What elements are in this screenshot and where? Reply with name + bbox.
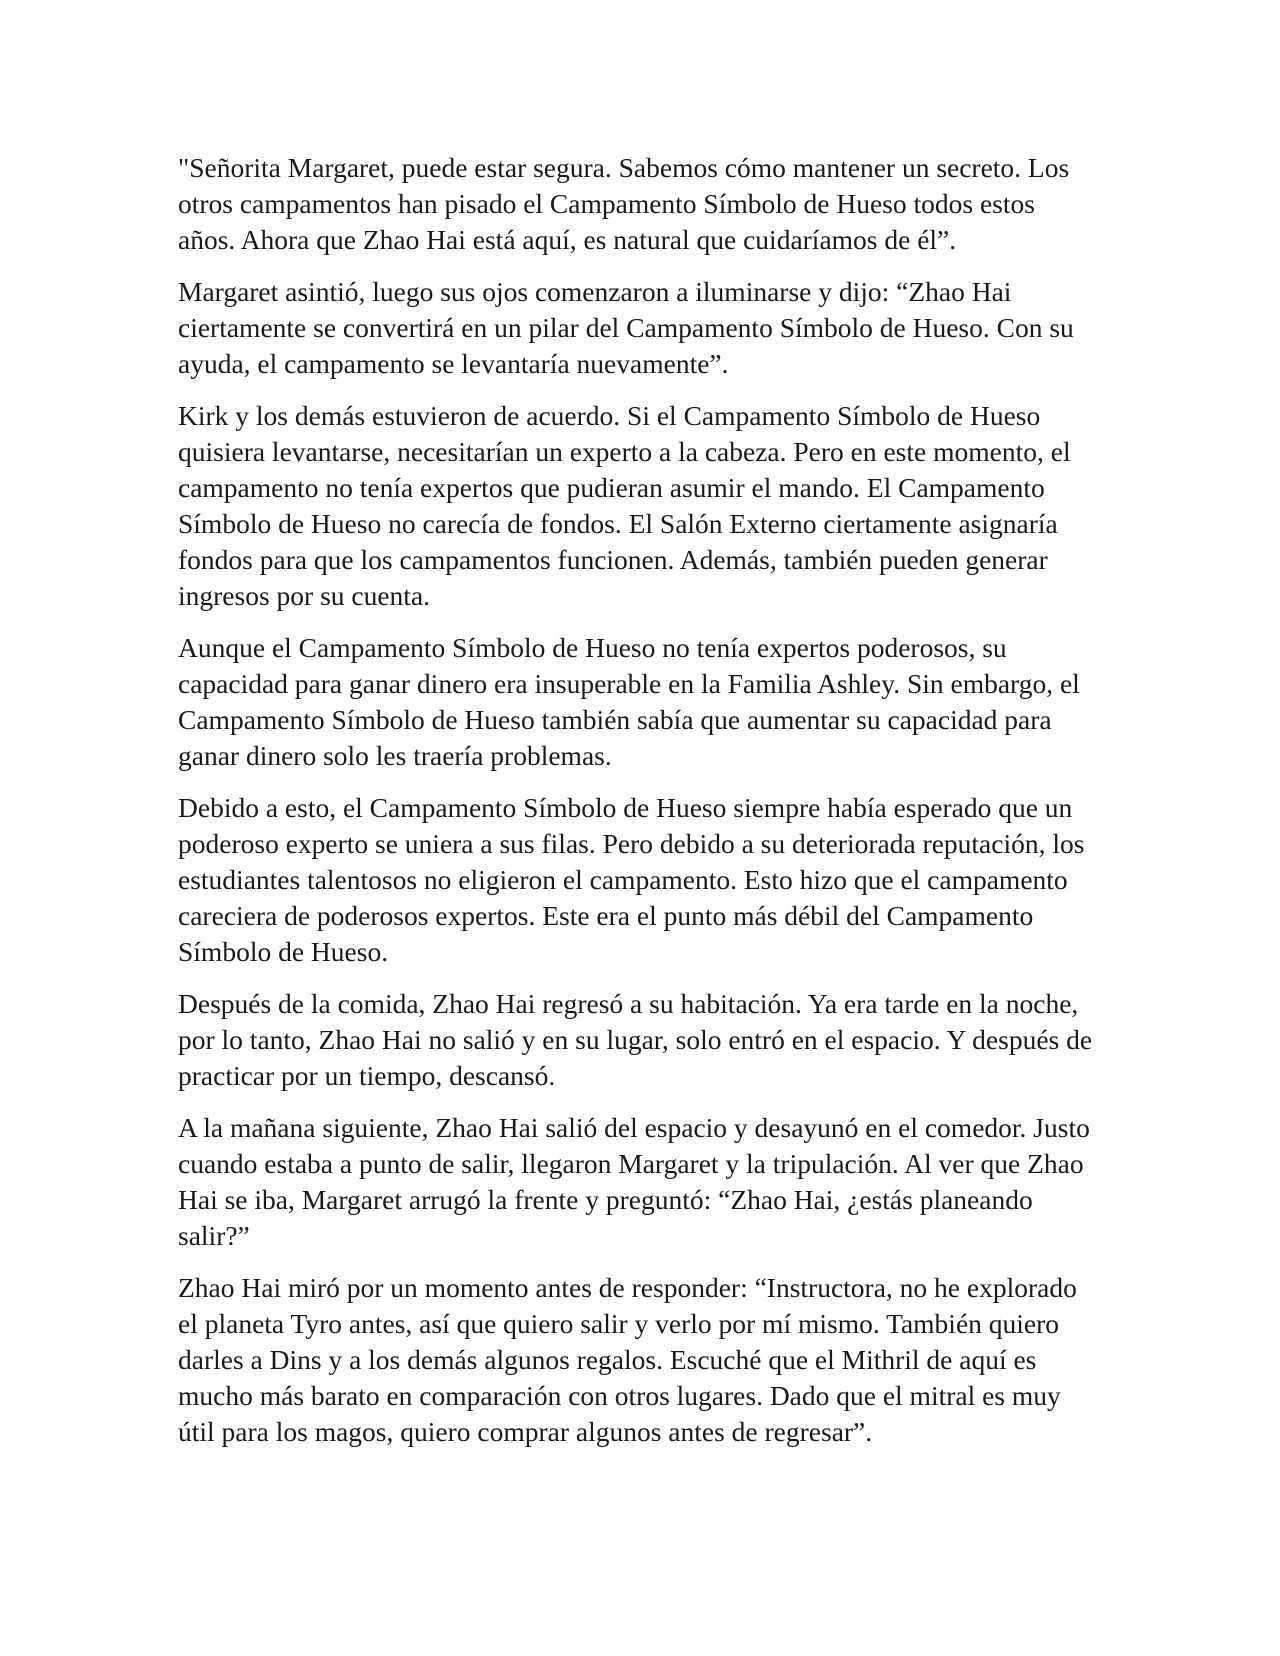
paragraph-7: A la mañana siguiente, Zhao Hai salió del espacio y desayunó en el comedor. Justo cuando estaba a punto de salir, llegaron Margaret y la tripulación. Al ver que Zhao Hai se iba, Margaret arrugó la frente y preguntó: “Zhao Hai, ¿estás planeando salir?” xyxy=(178,1112,1090,1251)
paragraph-1: "Señorita Margaret, puede estar segura. Sabemos cómo mantener un secreto. Los otros campamentos han pisado el Campamento Símbolo de Hueso todos estos años. Ahora que Zhao Hai está aquí, es natural que cuidaríamos de él”. xyxy=(178,152,1070,255)
paragraph-3: Kirk y los demás estuvieron de acuerdo. Si el Campamento Símbolo de Hueso quisiera levantarse, necesitarían un experto a la cabeza. Pero en este momento, el campamento no tenía expertos que pudieran asumir el mando. El Campamento Símbolo de Hueso no carecía de fondos. El Salón Externo ciertamente asignaría fondos para que los campamentos funcionen. Además, también pueden generar ingresos por su cuenta. xyxy=(178,400,1071,611)
document-body xyxy=(178,150,1098,1450)
paragraph-2: Margaret asintió, luego sus ojos comenzaron a iluminarse y dijo: “Zhao Hai ciertamente se convertirá en un pilar del Campamento Símbolo de Hueso. Con su ayuda, el campamento se levantaría nuevamente”. xyxy=(178,276,1074,379)
paragraph-6: Después de la comida, Zhao Hai regresó a su habitación. Ya era tarde en la noche, por lo tanto, Zhao Hai no salió y en su lugar, solo entró en el espacio. Y después de practicar por un tiempo, descansó. xyxy=(178,988,1093,1091)
paragraph-8: Zhao Hai miró por un momento antes de responder: “Instructora, no he explorado el planeta Tyro antes, así que quiero salir y verlo por mí mismo. También quiero darles a Dins y a los demás algunos regalos. Escuché que el Mithril de aquí es mucho más barato en comparación con otros lugares. Dado que el mitral es muy útil para los magos, quiero comprar algunos antes de regresar”. xyxy=(178,1272,1077,1447)
paragraph-4: Aunque el Campamento Símbolo de Hueso no tenía expertos poderosos, su capacidad para ganar dinero era insuperable en la Familia Ashley. Sin embargo, el Campamento Símbolo de Hueso también sabía que aumentar su capacidad para ganar dinero solo les traería problemas. xyxy=(178,632,1080,771)
paragraph-5: Debido a esto, el Campamento Símbolo de Hueso siempre había esperado que un poderoso experto se uniera a sus filas. Pero debido a su deteriorada reputación, los estudiantes talentosos no eligieron el campamento. Esto hizo que el campamento careciera de poderosos expertos. Este era el punto más débil del Campamento Símbolo de Hueso. xyxy=(178,792,1085,967)
